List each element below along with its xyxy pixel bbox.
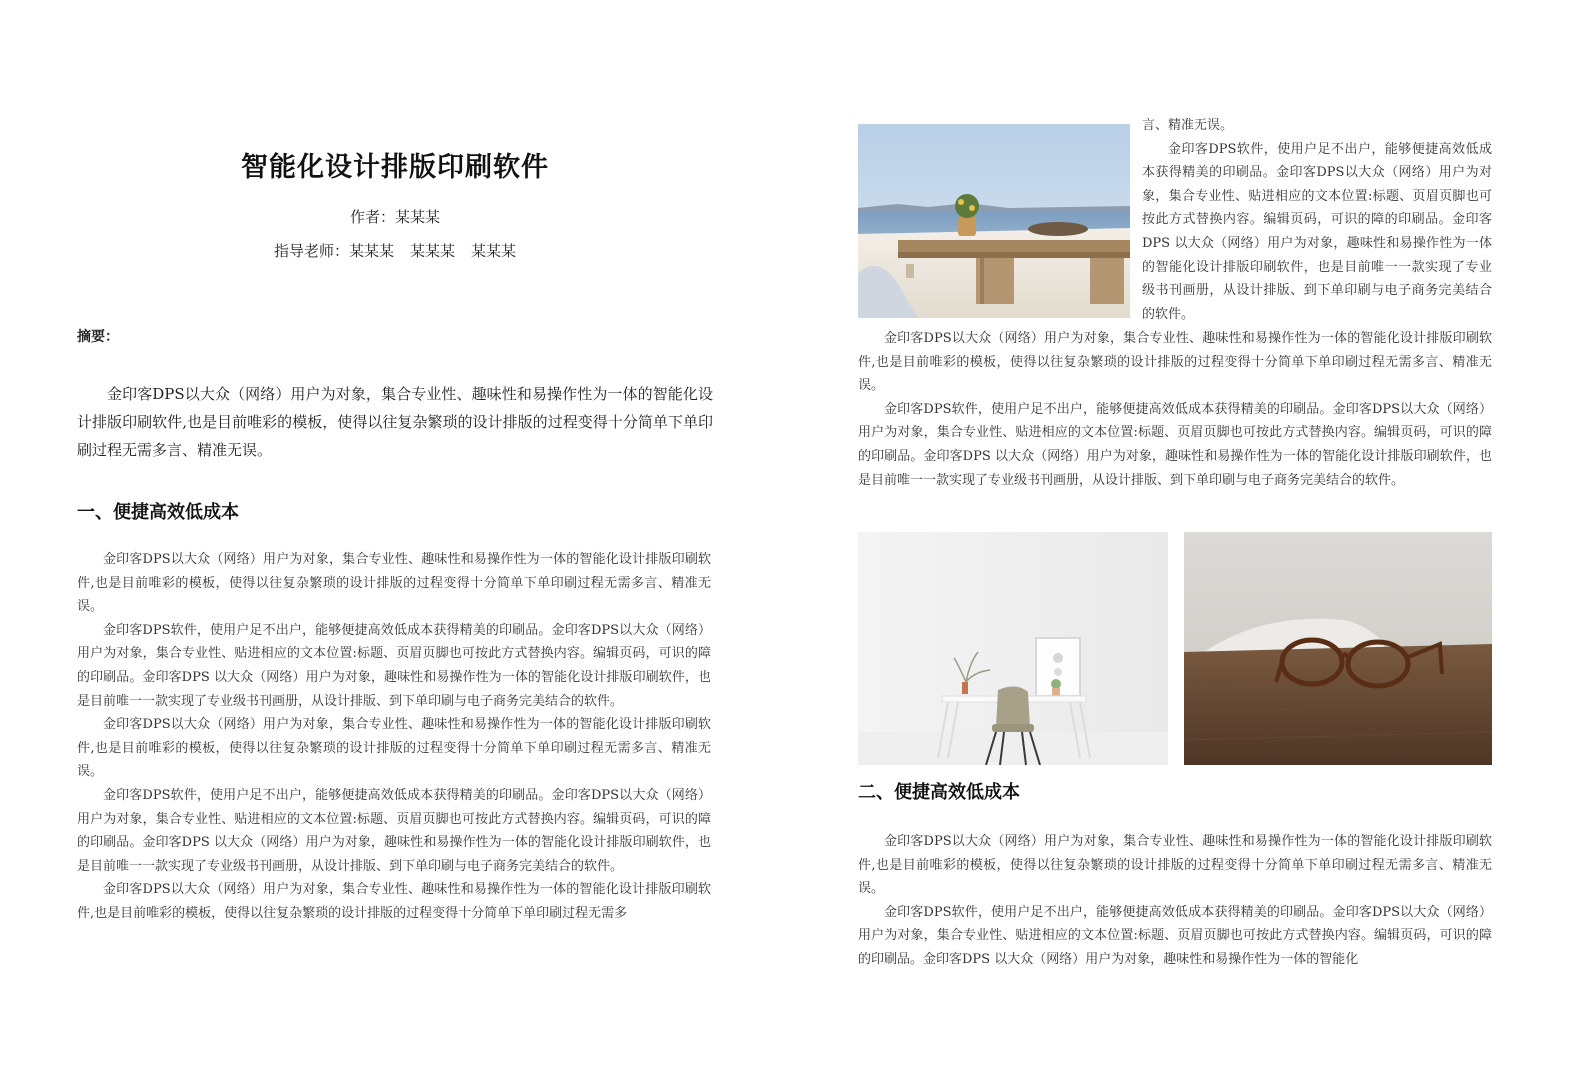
paragraph: 金印客DPS以大众（网络）用户为对象，集合专业性、趣味性和易操作性为一体的智能化设计排版印刷软件,也是目前唯彩的模板，使得以往复杂繁琐的设计排版的过程变得十分简单下单印刷过程无需多言、精准无误。 [858,834,1492,897]
author-line: 作者：某某某 [349,208,440,226]
eyeglasses-photo [1184,532,1492,765]
paragraph: 言、精准无误。 [1142,118,1234,133]
advisors-line [77,240,713,262]
advisor-name: 某某某 [410,242,456,260]
paragraph: 金印客DPS软件，使用户足不出户，能够便捷高效低成本获得精美的印刷品。金印客DPS以大众（网络）用户为对象，集合专业性、贴进相应的文本位置:标题、页眉页脚也可按此方式替换内容。编辑页码，可识的障的印刷品。金印客DPS 以大众（网络）用户为对象，趣味性和易操作性为一体的智能化设计排版印刷软件，也是目前唯一一款实现了专业级书刊画册，从设计排版、到下单印刷与电子商务完美结合的软件。 [858,401,1492,488]
abstract-text: 金印客DPS以大众（网络）用户为对象，集合专业性、趣味性和易操作性为一体的智能化设计排版印刷软件,也是目前唯彩的模板，使得以往复杂繁琐的设计排版的过程变得十分简单下单印刷过程无需多言、精准无误。 [77,385,713,459]
advisor-name: 某某某 [471,242,517,260]
right-page [794,0,1588,1077]
paragraph: 金印客DPS软件，使用户足不出户，能够便捷高效低成本获得精美的印刷品。金印客DPS以大众（网络）用户为对象，集合专业性、贴进相应的文本位置:标题、页眉页脚也可按此方式替换内容。编辑页码，可识的障的印刷品。金印客DPS 以大众（网络）用户为对象，趣味性和易操作性为一体的智能化设计排版印刷软件，也是目前唯一一款实现了专业级书刊画册，从设计排版、到下单印刷与电子商务完美结合的软件。 [77,622,711,709]
section-1-body [77,548,711,926]
beside-image-text [1142,114,1492,326]
paragraph: 金印客DPS软件，使用户足不出户，能够便捷高效低成本获得精美的印刷品。金印客DPS以大众（网络）用户为对象，集合专业性、贴进相应的文本位置:标题、页眉页脚也可按此方式替换内容。编辑页码，可识的障的印刷品。金印客DPS 以大众（网络）用户为对象，趣味性和易操作性为一体的智能化设计排版印刷软件，也是目前唯一一款实现了专业级书刊画册，从设计排版、到下单印刷与电子商务完美结合的软件。 [77,787,711,874]
full-width-text [858,327,1492,492]
advisor-name: 某某某 [348,242,394,260]
paragraph: 金印客DPS以大众（网络）用户为对象，集合专业性、趣味性和易操作性为一体的智能化设计排版印刷软件,也是目前唯彩的模板，使得以往复杂繁琐的设计排版的过程变得十分简单下单印刷过程无需多言、精准无误。 [77,717,711,780]
terrace-sea-photo [858,124,1130,318]
section-2-body [858,830,1492,972]
paragraph: 金印客DPS以大众（网络）用户为对象，集合专业性、趣味性和易操作性为一体的智能化设计排版印刷软件,也是目前唯彩的模板，使得以往复杂繁琐的设计排版的过程变得十分简单下单印刷过程无需多言、精准无误。 [77,552,711,615]
section-1-heading: 一、便捷高效低成本 [77,502,239,523]
paragraph: 金印客DPS软件，使用户足不出户，能够便捷高效低成本获得精美的印刷品。金印客DPS以大众（网络）用户为对象，集合专业性、贴进相应的文本位置:标题、页眉页脚也可按此方式替换内容。编辑页码，可识的障的印刷品。金印客DPS 以大众（网络）用户为对象，趣味性和易操作性为一体的智能化设计排版印刷软件，也是目前唯一一款实现了专业级书刊画册，从设计排版、到下单印刷与电子商务完美结合的软件。 [1142,141,1492,322]
abstract-label: 摘要： [77,329,119,345]
paragraph: 金印客DPS以大众（网络）用户为对象，集合专业性、趣味性和易操作性为一体的智能化设计排版印刷软件,也是目前唯彩的模板，使得以往复杂繁琐的设计排版的过程变得十分简单下单印刷过程无需多 [77,882,711,921]
advisors-label: 指导老师： [273,242,349,260]
desk-chair-photo [858,532,1168,765]
section-2-heading: 二、便捷高效低成本 [858,782,1020,803]
paragraph: 金印客DPS软件，使用户足不出户，能够便捷高效低成本获得精美的印刷品。金印客DPS以大众（网络）用户为对象，集合专业性、贴进相应的文本位置:标题、页眉页脚也可按此方式替换内容。编辑页码，可识的障的印刷品。金印客DPS 以大众（网络）用户为对象，趣味性和易操作性为一体的智能化 [858,904,1492,967]
paragraph: 金印客DPS以大众（网络）用户为对象，集合专业性、趣味性和易操作性为一体的智能化设计排版印刷软件,也是目前唯彩的模板，使得以往复杂繁琐的设计排版的过程变得十分简单下单印刷过程无需多言、精准无误。 [858,331,1492,394]
document-title: 智能化设计排版印刷软件 [241,152,549,183]
